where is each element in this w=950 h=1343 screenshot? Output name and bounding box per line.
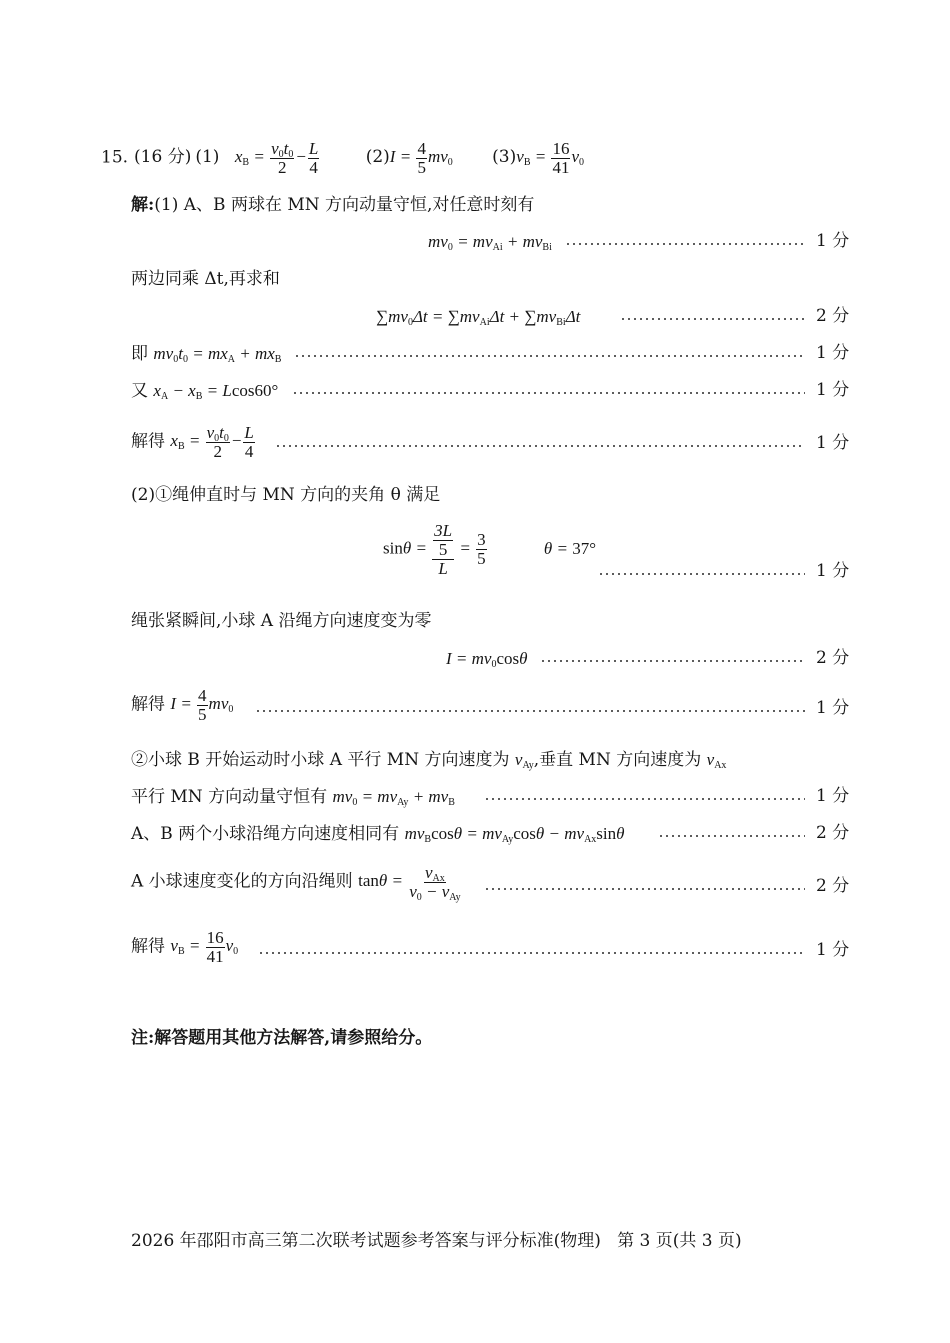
score-10: 2 分: [816, 823, 850, 843]
score-12: 1 分: [816, 940, 850, 960]
part-3-label: (3): [492, 147, 517, 168]
question-points: (16 分): [134, 147, 192, 168]
score-5: 1 分: [816, 433, 850, 453]
solution-text-rope: 绳张紧瞬间,小球 A 沿绳方向速度变为零: [131, 611, 432, 631]
score-2: 2 分: [816, 306, 850, 326]
solution-text-part2b: ②小球 B 开始运动时小球 A 平行 MN 方向速度为 $v_{Ay}$,垂直 MN 方向速度为 $v_{Ax}$: [131, 750, 727, 771]
score-8: 1 分: [816, 698, 850, 718]
jiede-label: 解得: [131, 936, 165, 957]
note: 注:解答题用其他方法解答,请参照给分。: [131, 1028, 433, 1048]
equation-vB-result: 解得 $v_B$ = $\frac{16}{41}$ $v_0$: [131, 928, 239, 966]
solution-line-1: [131, 197, 534, 214]
equation-sum: $\sum mv_0\Delta t = \sum mv_{Ai}\Delta t + \sum mv_{Bi}\Delta t$: [376, 307, 581, 328]
question-number: 15.: [101, 147, 129, 168]
text-14: A、B 两个小球沿绳方向速度相同有: [131, 824, 400, 844]
leader-dots: [275, 443, 805, 449]
page-footer: 2026 年邵阳市高三第二次联考试题参考答案与评分标准(物理) 第 3 页(共 3 页): [131, 1231, 742, 1251]
leader-dots: [292, 390, 805, 396]
score-4: 1 分: [816, 380, 850, 400]
part-2-label: (2): [365, 147, 390, 168]
equation-rope-velocity: A、B 两个小球沿绳方向速度相同有 $mv_B\cos\theta = mv_{Ay}\cos\theta - mv_{Ax}\sin\theta$: [131, 824, 625, 845]
score-11: 2 分: [816, 876, 850, 896]
text-12a: ②小球 B 开始运动时小球 A 平行 MN 方向速度为: [131, 750, 510, 770]
answer-2-formula: I = $\frac{4}{5}$ $mv_0$: [389, 139, 453, 177]
leader-dots: [484, 886, 805, 892]
jiede-label: 解得: [131, 694, 165, 715]
part-1-label: (1): [195, 147, 220, 168]
equation-impulse-result: 解得 I = $\frac{4}{5}$ $mv_0$: [131, 686, 234, 724]
text-13: 平行 MN 方向动量守恒有: [131, 787, 328, 807]
score-7: 2 分: [816, 648, 850, 668]
leader-dots: [294, 353, 805, 359]
leader-dots: [484, 796, 805, 802]
equation-displacement: 即 $mv_0t_0 = mx_A + mx_B$: [131, 344, 282, 365]
equation-tan-theta: A 小球速度变化的方向沿绳则 tanθ = $\frac{v_{Ax}}{v_0 - v_{Ay}}$: [131, 863, 461, 903]
answer-1-formula: $x_B$ = $\frac{v_0t_0}{2}$ − $\frac{L}{4}$: [234, 139, 319, 177]
leader-dots: [620, 316, 805, 322]
equation-momentum: $mv_0 = mv_{Ai} + mv_{Bi}$: [428, 232, 552, 253]
leader-dots: [565, 241, 805, 247]
solution-text-part2: (2)①绳伸直时与 MN 方向的夹角 θ 满足: [131, 485, 441, 505]
leader-dots: [658, 833, 805, 839]
leader-dots: [255, 708, 805, 714]
ji-label: 即: [131, 344, 148, 364]
score-1: 1 分: [816, 231, 850, 251]
solution-text-1: (1) A、B 两球在 MN 方向动量守恒,对任意时刻有: [154, 195, 535, 215]
leader-dots: [258, 950, 805, 956]
text-12b: ,垂直 MN 方向速度为: [533, 750, 702, 770]
jiede-label: 解得: [131, 431, 165, 452]
equation-geometry: 又 $x_A - x_B = Lcos60^\circ$: [131, 381, 279, 402]
solution-label: 解:: [131, 195, 155, 215]
score-6: 1 分: [816, 561, 850, 581]
equation-xB-result: 解得 $x_B$ = $\frac{v_0t_0}{2}$ − $\frac{L}{4}$: [131, 423, 254, 461]
equation-parallel-momentum: 平行 MN 方向动量守恒有 $mv_0 = mv_{Ay} + mv_B$: [131, 787, 455, 808]
question-header: [101, 140, 584, 177]
you-label: 又: [131, 381, 148, 401]
leader-dots: [540, 658, 805, 664]
equation-sin-theta: sinθ = $\frac{\frac{3L}{5}}{L}$ = $\frac{3}{5}$ θ = 37°: [383, 521, 597, 578]
score-9: 1 分: [816, 786, 850, 806]
score-3: 1 分: [816, 343, 850, 363]
leader-dots: [598, 571, 805, 577]
text-15: A 小球速度变化的方向沿绳则: [131, 871, 353, 892]
solution-text-2: 两边同乘 Δt,再求和: [131, 269, 280, 289]
equation-impulse: $I = mv_0\cos\theta$: [446, 649, 528, 670]
answer-3-formula: $v_B$ = $\frac{16}{41}$ $v_0$: [516, 139, 585, 177]
